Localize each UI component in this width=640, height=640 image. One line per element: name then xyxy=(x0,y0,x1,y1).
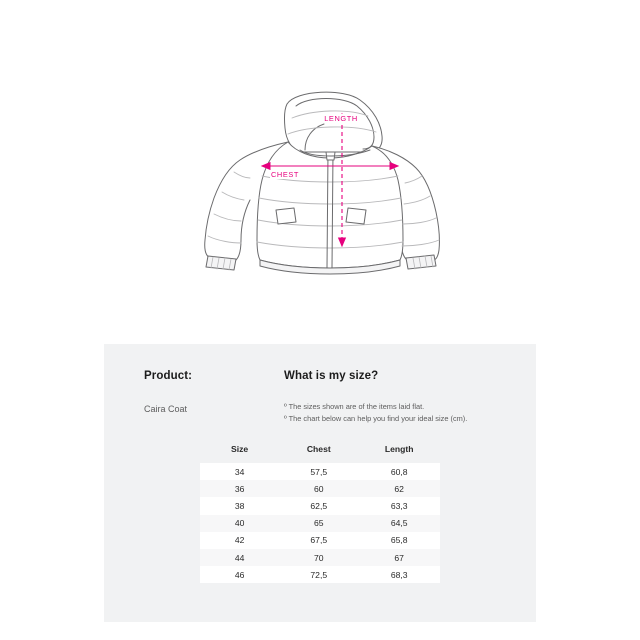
cell-size: 42 xyxy=(200,532,279,549)
cell-size: 38 xyxy=(200,497,279,514)
size-chart-table xyxy=(200,438,440,583)
cell-size: 36 xyxy=(200,480,279,497)
size-help-heading: What is my size? xyxy=(284,370,379,382)
table-row xyxy=(200,515,440,532)
cell-chest: 67,5 xyxy=(279,532,358,549)
column-header-size: Size xyxy=(230,444,249,454)
size-help-notes xyxy=(284,401,514,425)
table-row xyxy=(200,566,440,583)
cell-size: 44 xyxy=(200,549,279,566)
cell-chest: 72,5 xyxy=(279,566,358,583)
product-name: Caira Coat xyxy=(144,404,188,414)
cell-chest: 57,5 xyxy=(279,463,358,480)
size-info-panel xyxy=(104,344,536,622)
cell-length: 60,8 xyxy=(358,463,440,480)
table-row xyxy=(200,480,440,497)
cell-length: 65,8 xyxy=(358,532,440,549)
length-label: LENGTH xyxy=(324,114,358,123)
chest-label: CHEST xyxy=(270,170,300,180)
table-row xyxy=(200,549,440,566)
cell-chest: 65 xyxy=(279,515,358,532)
table-row xyxy=(200,463,440,480)
size-help-block xyxy=(284,370,514,425)
table-header-row xyxy=(200,438,440,463)
product-heading: Product: xyxy=(144,370,193,382)
product-block xyxy=(144,370,274,414)
cell-length: 68,3 xyxy=(358,566,440,583)
cell-length: 64,5 xyxy=(358,515,440,532)
column-header-chest: Chest xyxy=(306,444,331,454)
cell-chest: 60 xyxy=(279,480,358,497)
size-help-note: º The chart below can help you find your ideal size (cm). xyxy=(284,414,468,424)
cell-size: 40 xyxy=(200,515,279,532)
cell-chest: 70 xyxy=(279,549,358,566)
cell-size: 46 xyxy=(200,566,279,583)
cell-length: 62 xyxy=(358,480,440,497)
table-row xyxy=(200,497,440,514)
column-header-length: Length xyxy=(384,444,414,454)
cell-chest: 62,5 xyxy=(279,497,358,514)
cell-length: 67 xyxy=(358,549,440,566)
cell-length: 63,3 xyxy=(358,497,440,514)
table-row xyxy=(200,532,440,549)
cell-size: 34 xyxy=(200,463,279,480)
size-help-note: º The sizes shown are of the items laid flat. xyxy=(284,402,425,411)
